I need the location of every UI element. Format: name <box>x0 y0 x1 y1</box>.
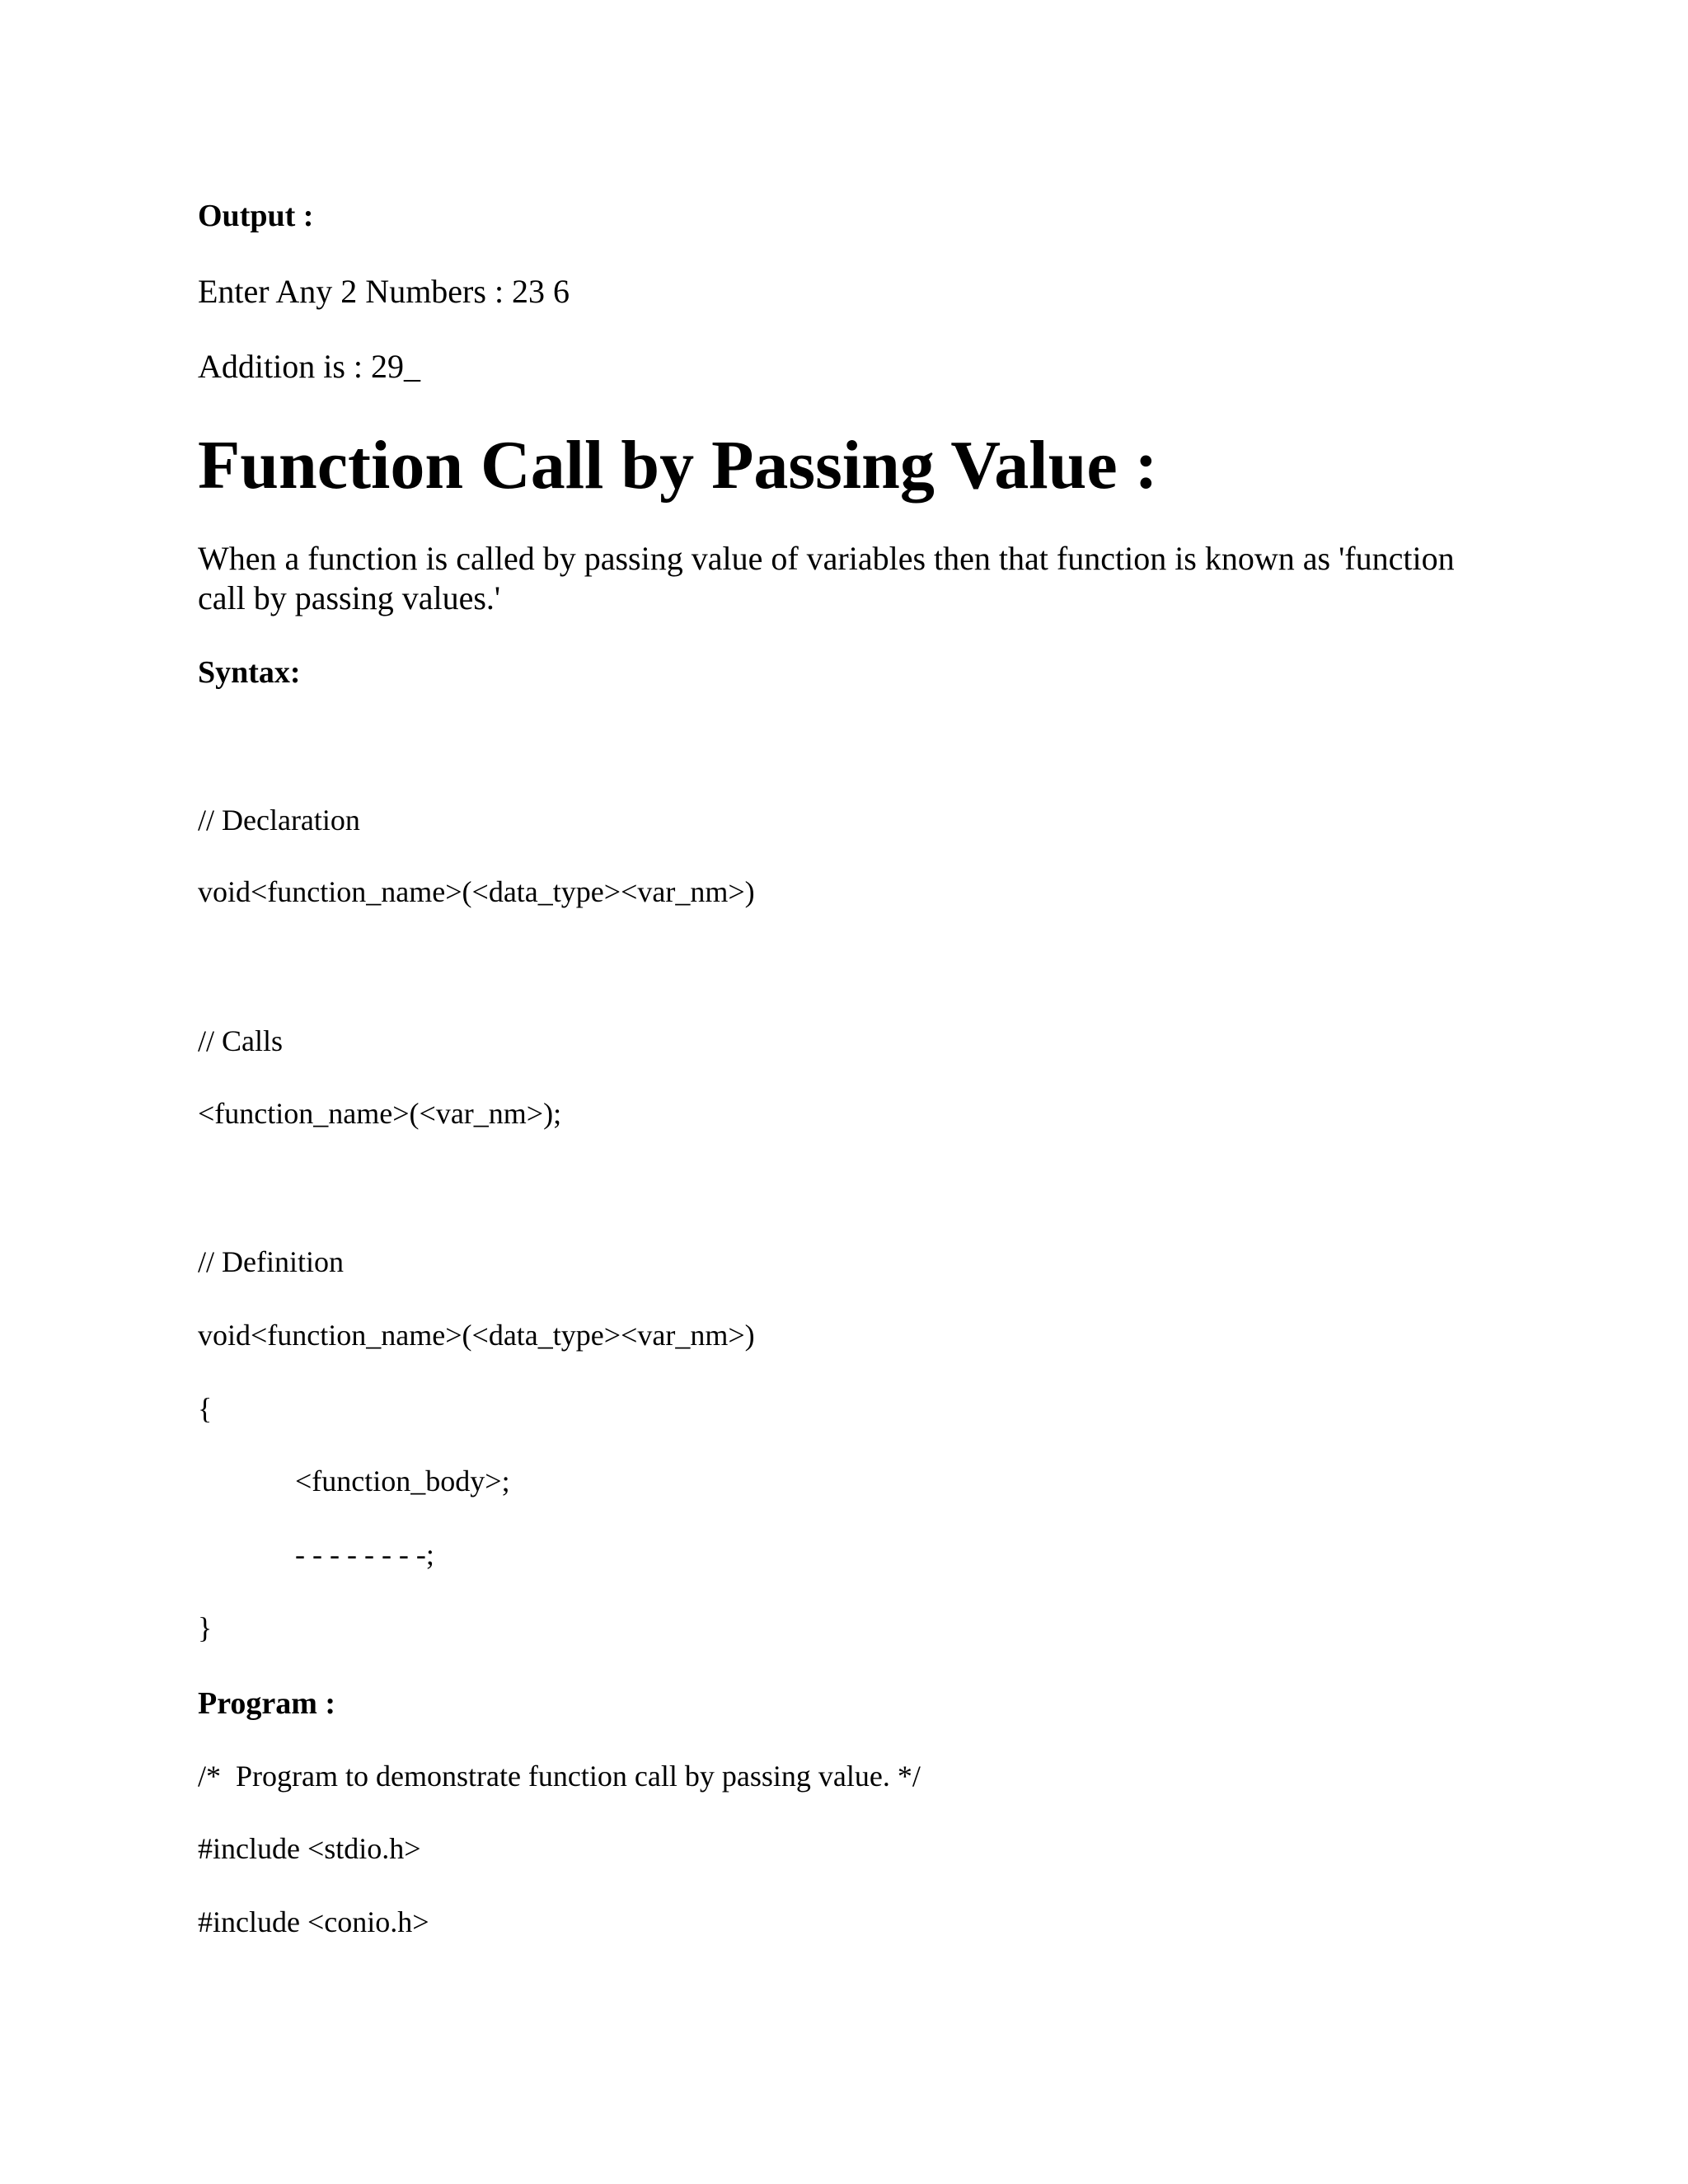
output-label: Output : <box>198 199 314 233</box>
definition-comment: // Definition <box>198 1245 344 1278</box>
dash-line: - - - - - - - -; <box>295 1538 434 1571</box>
output-line-input: Enter Any 2 Numbers : 23 6 <box>198 273 570 310</box>
syntax-label: Syntax: <box>198 655 301 690</box>
close-brace: } <box>198 1611 213 1644</box>
include-conio-line: #include <conio.h> <box>198 1905 429 1938</box>
declaration-comment: // Declaration <box>198 804 360 837</box>
program-comment-line: /* Program to demonstrate function call by passing value. */ <box>198 1760 921 1793</box>
call-syntax: <function_name>(<var_nm>); <box>198 1097 562 1130</box>
open-brace: { <box>198 1392 213 1425</box>
calls-comment: // Calls <box>198 1024 284 1057</box>
include-stdio-line: #include <stdio.h> <box>198 1832 421 1865</box>
intro-paragraph: When a function is called by passing value of variables then that function is known as 'function call by passing values.' <box>198 540 1455 616</box>
program-label: Program : <box>198 1686 336 1721</box>
output-line-result: Addition is : 29_ <box>198 348 421 385</box>
declaration-syntax: void<function_name>(<data_type><var_nm>) <box>198 875 755 908</box>
page-title: Function Call by Passing Value : <box>198 427 1158 504</box>
definition-syntax: void<function_name>(<data_type><var_nm>) <box>198 1319 755 1352</box>
function-body-line: <function_body>; <box>295 1465 510 1497</box>
